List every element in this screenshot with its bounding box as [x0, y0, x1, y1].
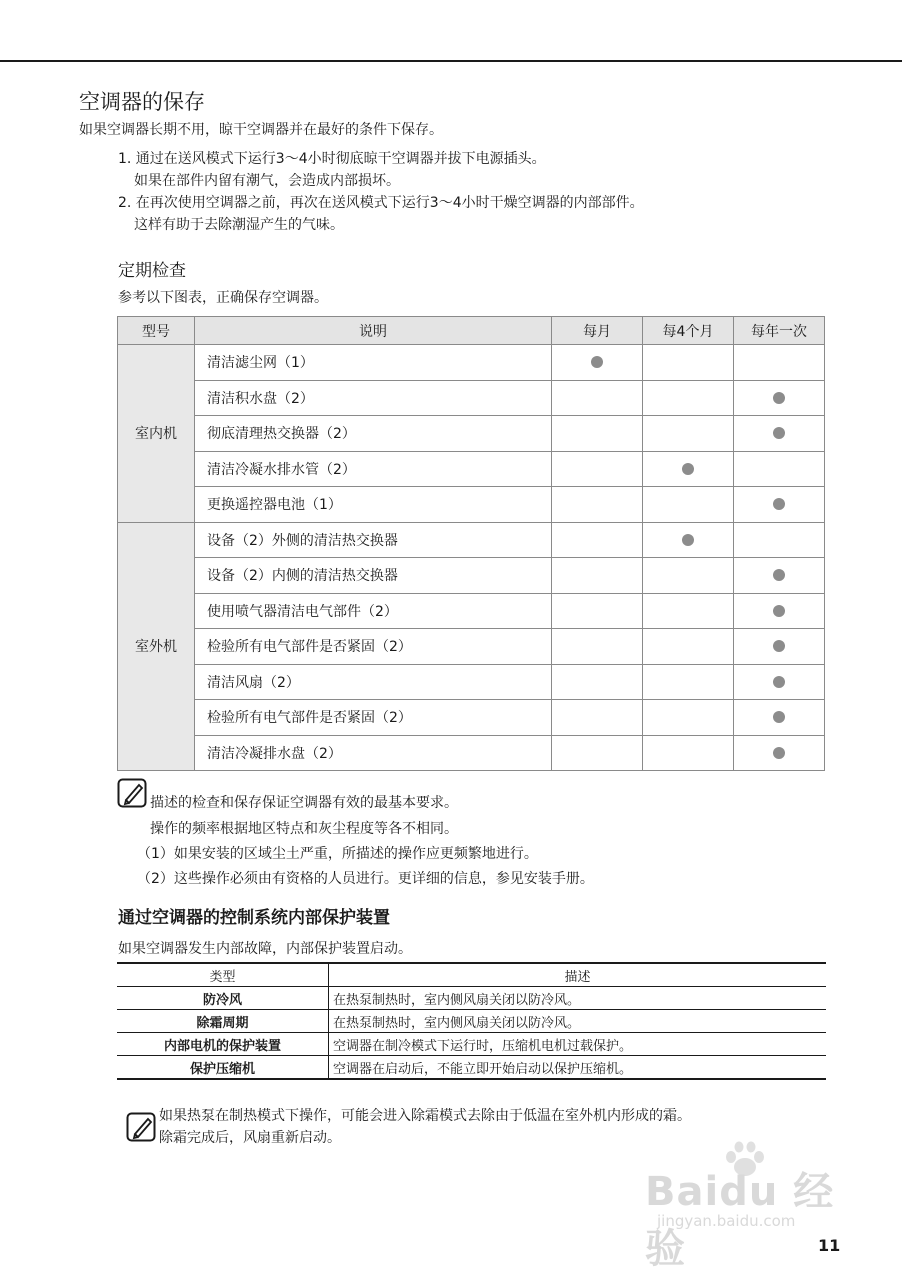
item-description: 检验所有电气部件是否紧固（2）	[195, 629, 552, 665]
frequency-dot	[773, 392, 785, 404]
frequency-cell	[734, 416, 825, 452]
header-yearly: 每年一次	[734, 317, 825, 345]
frequency-cell	[643, 629, 734, 665]
item-description: 清洁积水盘（2）	[195, 380, 552, 416]
item-description: 设备（2）内侧的清洁热交换器	[195, 558, 552, 594]
step1-line2: 如果在部件内留有潮气，会造成内部损坏。	[134, 173, 400, 189]
frequency-cell	[643, 451, 734, 487]
frequency-cell	[552, 664, 643, 700]
frequency-cell	[734, 629, 825, 665]
table-row	[118, 735, 825, 771]
protection-header-row	[117, 963, 826, 987]
table-row	[117, 1010, 826, 1033]
frequency-dot	[773, 747, 785, 759]
table-row	[117, 1033, 826, 1056]
frequency-cell	[734, 593, 825, 629]
item-description: 清洁冷凝水排水管（2）	[195, 451, 552, 487]
step1-line1: 1. 通过在送风模式下运行3～4小时彻底晾干空调器并拔下电源插头。	[118, 151, 546, 167]
protection-desc: 空调器在启动后，不能立即开始启动以保护压缩机。	[329, 1056, 827, 1080]
item-description: 更换遥控器电池（1）	[195, 487, 552, 523]
frequency-cell	[552, 593, 643, 629]
frequency-dot	[591, 356, 603, 368]
frequency-dot	[773, 640, 785, 652]
outdoor-category-cell: 室外机	[118, 522, 195, 771]
table-row	[117, 1056, 826, 1080]
note1-line1: 描述的检查和保存保证空调器有效的最基本要求。	[150, 795, 458, 811]
table-row	[118, 558, 825, 594]
header-every-4-months: 每4个月	[643, 317, 734, 345]
frequency-dot	[682, 463, 694, 475]
protection-type: 内部电机的保护装置	[117, 1033, 329, 1056]
table-row	[118, 487, 825, 523]
frequency-cell	[643, 345, 734, 381]
step2-line1: 2. 在再次使用空调器之前，再次在送风模式下运行3～4小时干燥空调器的内部部件。	[118, 195, 644, 211]
protection-type: 保护压缩机	[117, 1056, 329, 1080]
protection-desc: 在热泵制热时，室内侧风扇关闭以防冷风。	[329, 1010, 827, 1033]
frequency-cell	[734, 451, 825, 487]
frequency-cell	[734, 487, 825, 523]
section-title-protection: 通过空调器的控制系统内部保护装置	[118, 908, 390, 928]
protection-intro: 如果空调器发生内部故障，内部保护装置启动。	[118, 941, 412, 957]
frequency-cell	[552, 735, 643, 771]
section-title-inspection: 定期检查	[118, 261, 186, 281]
header-model: 型号	[118, 317, 195, 345]
top-rule	[0, 60, 902, 62]
page-number: 11	[818, 1236, 841, 1255]
item-description: 设备（2）外侧的清洁热交换器	[195, 522, 552, 558]
frequency-cell	[552, 380, 643, 416]
frequency-cell	[552, 451, 643, 487]
item-description: 使用喷气器清洁电气部件（2）	[195, 593, 552, 629]
frequency-cell	[734, 700, 825, 736]
table-row	[118, 451, 825, 487]
frequency-cell	[734, 345, 825, 381]
table-row	[118, 522, 825, 558]
frequency-cell	[643, 487, 734, 523]
note2-line2: 除霜完成后，风扇重新启动。	[159, 1130, 341, 1146]
table-row	[118, 345, 825, 381]
protection-type: 防冷风	[117, 987, 329, 1010]
frequency-cell	[734, 558, 825, 594]
inspection-table	[117, 316, 825, 771]
frequency-cell	[734, 380, 825, 416]
frequency-cell	[552, 522, 643, 558]
header-type: 类型	[117, 963, 329, 987]
table-row	[118, 664, 825, 700]
frequency-cell	[734, 664, 825, 700]
frequency-dot	[773, 711, 785, 723]
header-desc: 描述	[329, 963, 827, 987]
header-description: 说明	[195, 317, 552, 345]
table-row	[118, 416, 825, 452]
table-row	[118, 380, 825, 416]
frequency-cell	[643, 380, 734, 416]
frequency-dot	[773, 427, 785, 439]
frequency-cell	[734, 735, 825, 771]
item-description: 清洁冷凝排水盘（2）	[195, 735, 552, 771]
table-row	[118, 629, 825, 665]
watermark-brand: Baidu 经验	[645, 1169, 835, 1272]
frequency-cell	[552, 558, 643, 594]
note-icon	[126, 1112, 156, 1142]
table-row	[117, 987, 826, 1010]
frequency-cell	[643, 700, 734, 736]
note1-line2: 操作的频率根据地区特点和灰尘程度等各不相同。	[150, 821, 458, 837]
header-monthly: 每月	[552, 317, 643, 345]
indoor-category-cell: 室内机	[118, 345, 195, 523]
note-icon	[117, 778, 147, 808]
protection-type: 除霜周期	[117, 1010, 329, 1033]
step2-line2: 这样有助于去除潮湿产生的气味。	[134, 217, 344, 233]
frequency-cell	[552, 345, 643, 381]
frequency-dot	[682, 534, 694, 546]
frequency-cell	[552, 629, 643, 665]
frequency-dot	[773, 676, 785, 688]
frequency-dot	[773, 498, 785, 510]
frequency-cell	[643, 558, 734, 594]
frequency-cell	[552, 700, 643, 736]
table-row	[118, 700, 825, 736]
item-description: 清洁滤尘网（1）	[195, 345, 552, 381]
item-description: 检验所有电气部件是否紧固（2）	[195, 700, 552, 736]
frequency-cell	[643, 664, 734, 700]
item-description: 清洁风扇（2）	[195, 664, 552, 700]
frequency-cell	[552, 416, 643, 452]
frequency-cell	[643, 735, 734, 771]
frequency-cell	[643, 416, 734, 452]
note2-line1: 如果热泵在制热模式下操作，可能会进入除霜模式去除由于低温在室外机内形成的霜。	[159, 1108, 691, 1124]
frequency-cell	[734, 522, 825, 558]
inspection-intro: 参考以下图表，正确保存空调器。	[118, 290, 328, 306]
frequency-dot	[773, 569, 785, 581]
frequency-cell	[643, 593, 734, 629]
watermark-url: jingyan.baidu.com	[657, 1212, 796, 1230]
note1-line4: （2）这些操作必须由有资格的人员进行。更详细的信息，参见安装手册。	[137, 871, 594, 887]
item-description: 彻底清理热交换器（2）	[195, 416, 552, 452]
frequency-cell	[552, 487, 643, 523]
note1-line3: （1）如果安装的区域尘土严重，所描述的操作应更频繁地进行。	[137, 846, 538, 862]
storage-intro: 如果空调器长期不用，晾干空调器并在最好的条件下保存。	[79, 122, 443, 138]
frequency-dot	[773, 605, 785, 617]
section-title-storage: 空调器的保存	[79, 90, 205, 114]
protection-desc: 空调器在制冷模式下运行时，压缩机电机过载保护。	[329, 1033, 827, 1056]
frequency-cell	[643, 522, 734, 558]
protection-table	[117, 962, 826, 1080]
table-row	[118, 593, 825, 629]
table-header-row	[118, 317, 825, 345]
protection-desc: 在热泵制热时，室内侧风扇关闭以防冷风。	[329, 987, 827, 1010]
